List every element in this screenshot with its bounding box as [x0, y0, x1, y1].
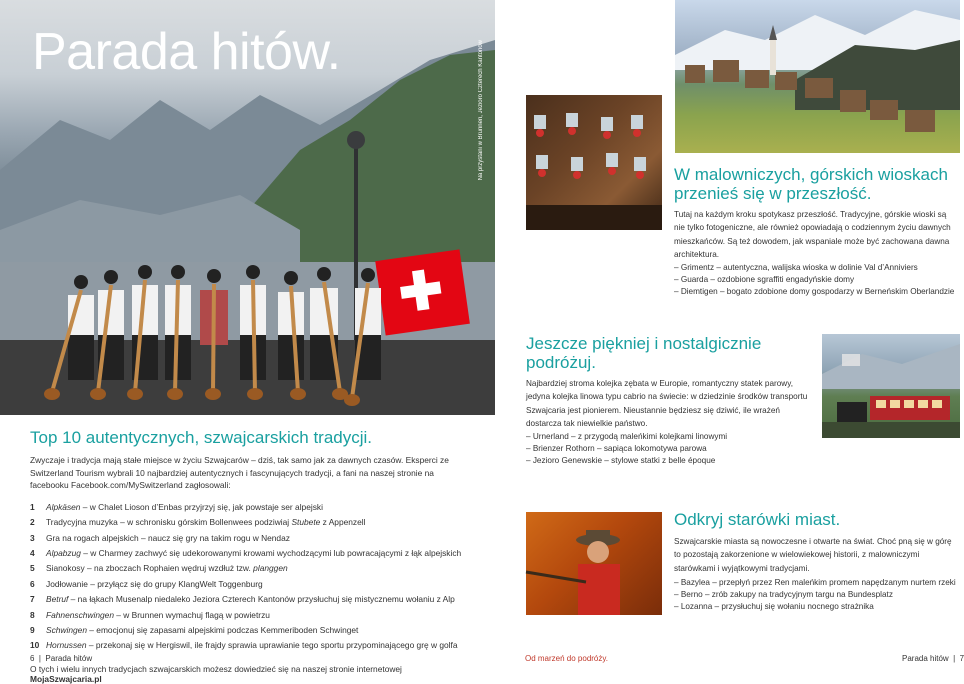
item-description: – w Charmey zachwyć się udekorowanymi krowami wychodzącymi lub powracającymi z łąk alpejskich [80, 548, 462, 559]
tradition-item [30, 515, 470, 530]
tagline-footer: Od marzeń do podróży. [525, 654, 609, 663]
section1-body: Tutaj na każdym kroku spotykasz przeszłość. Tradycyjne, górskie wioski są nie tylko fotogeniczne, ale również opowiadają o codziennym życiu dawnych mieszkańców. Są też dowodem, jak wspaniale może być zachowana dawna architektura. [674, 210, 951, 260]
item-description: Jodłowanie – przyłącz się do grupy KlangWelt Toggenburg [46, 578, 263, 589]
wooden-houses-photo [526, 95, 662, 230]
traditions-list [30, 500, 470, 654]
right-page [495, 0, 964, 677]
tradition-item [30, 592, 470, 607]
hornussen-player-photo [526, 512, 662, 615]
item-number: 9 [30, 625, 35, 636]
cog-railway-photo [822, 334, 960, 438]
list-item: – Grimentz – autentyczna, walijska wioska w dolinie Val d’Anniviers [674, 263, 918, 272]
item-description: – na łąkach Musenalp niedaleko Jeziora Czterech Kantonów przysłuchuj się mistycznemu wołaniu z Alp [68, 594, 455, 605]
train-illustration [822, 334, 960, 438]
section3-body: Szwajcarskie miasta są nowoczesne i otwarte na świat. Choć pną się w górę to pozostają zakorzenione w wielowiekowej historii, z malowniczymi starówkami i wyjątkowymi tradycjami. [674, 537, 952, 573]
item-emphasis: planggen [253, 563, 288, 574]
closing-paragraph [30, 664, 470, 684]
item-description: – przekonaj się w Hergiswil, ile frajdy sprawia uprawianie tego sportu przypominającego grę w golfa [86, 640, 458, 651]
page-footer-right: Parada hitów | 7 [902, 654, 964, 663]
tradition-item [30, 577, 470, 592]
item-number: 3 [30, 532, 35, 543]
item-text [46, 546, 461, 561]
tradition-item [30, 546, 470, 561]
item-emphasis: Alpabzug [46, 548, 81, 559]
item-text [46, 515, 366, 530]
item-emphasis: Betruf [46, 594, 69, 605]
section3-title: Odkryj starówki miast. [674, 510, 841, 529]
page-title: Parada hitów. [32, 23, 341, 81]
item-description: – w Chalet Lioson d’Enbas przyjrzyj się, jak powstaje ser alpejski [80, 501, 323, 512]
item-number: 4 [30, 548, 35, 559]
list-item: – Urnerland – z przygodą maleńkimi kolejkami linowymi [526, 432, 728, 441]
mountain-village-photo [675, 0, 960, 153]
section3-list [674, 577, 956, 613]
item-description: Sianokosy – na zboczach Rophaien wędruj wzdłuż tzw. [46, 563, 254, 574]
section2-title: Jeszcze piękniej i nostalgicznie podróżuj. [526, 334, 762, 372]
item-text [46, 638, 458, 653]
item-text [46, 592, 455, 607]
section2-list [526, 431, 727, 467]
item-description: – emocjonuj się zapasami alpejskimi podczas Kemmeriboden Schwinget [86, 625, 359, 636]
item-number: 10 [30, 640, 40, 651]
item-emphasis: Alpkäsen [46, 501, 81, 512]
list-item: – Lozanna – przysłuchuj się wołaniu nocnego strażnika [674, 602, 874, 611]
tradition-item [30, 500, 470, 515]
item-number: 2 [30, 517, 35, 528]
hero-photo [0, 0, 495, 415]
website-link[interactable]: MojaSzwajcaria.pl [30, 673, 102, 684]
item-text [46, 623, 358, 638]
section1-list [674, 262, 954, 298]
item-emphasis: Stubete [291, 517, 321, 528]
houses-illustration [526, 95, 662, 230]
item-description: – w Brunnen wymachuj flagą w powietrzu [113, 609, 270, 620]
section2-body: Najbardziej stroma kolejka zębata w Europie, romantyczny statek parowy, jedyna kolejka linowa typu cabrio na świecie: w dziedzinie środków transportu Szwajcaria jest pionierem. Nieustannie będziesz się dziwić, ile wrażeń dostarcza tak niewielkie państwo. [526, 379, 808, 429]
village-illustration [675, 0, 960, 153]
tradition-item [30, 638, 470, 653]
photo-caption: Na przystani w Brunnen, Jezioro Czterech Kantonów [478, 40, 484, 181]
item-text [46, 561, 288, 576]
page-footer-left: 6 | Parada hitów [30, 654, 93, 663]
item-description: Gra na rogach alpejskich – naucz się gry na takim rogu w Nendaz [46, 532, 290, 543]
list-item: – Jezioro Genewskie – stylowe statki z belle époque [526, 456, 716, 465]
list-item: – Diemtigen – bogato zdobione domy gospodarzy w Berneńskim Oberlandzie [674, 287, 955, 296]
list-item: – Brienzer Rothorn – sapiąca lokomotywa parowa [526, 444, 707, 453]
top10-section [30, 428, 470, 684]
item-emphasis: Schwingen [46, 625, 87, 636]
tradition-item [30, 531, 470, 546]
item-number: 5 [30, 563, 35, 574]
item-text [46, 608, 270, 623]
tradition-item [30, 608, 470, 623]
item-emphasis: Fahnenschwingen [46, 609, 114, 620]
section-title: Top 10 autentycznych, szwajcarskich tradycji. [30, 428, 373, 447]
item-number: 1 [30, 501, 35, 512]
item-number: 6 [30, 578, 35, 589]
closing-text: O tych i wielu innych tradycjach szwajcarskich możesz dowiedzieć się na naszej stronie internetowej [30, 663, 402, 674]
item-description: Tradycyjna muzyka – w schronisku górskim Bollenwees podziwiaj [46, 517, 292, 528]
item-text [46, 577, 263, 592]
section-intro: Zwyczaje i tradycja mają stałe miejsce w życiu Szwajcarów – dziś, tak samo jak za dawnych czasów. Eksperci ze Switzerland Tourism wybrali 10 najbardziej autentycznych i fascynujących tradycji, a fani na naszej stronie na facebooku Facebook.com/MySwitzerland zagłosowali: [30, 455, 449, 491]
list-item: – Bazylea – przepłyń przez Ren maleńkim promem napędzanym nurtem rzeki [674, 578, 956, 587]
man-illustration [526, 512, 662, 615]
tradition-item [30, 561, 470, 576]
item-text [46, 531, 290, 546]
tradition-item [30, 623, 470, 638]
section1-title: W malowniczych, górskich wioskach przenieś się w przeszłość. [674, 165, 948, 203]
list-item: – Berno – zrób zakupy na tradycyjnym targu na Bundesplatz [674, 590, 893, 599]
item-description: z Appenzell [320, 517, 366, 528]
item-number: 8 [30, 609, 35, 620]
list-item: – Guarda – ozdobione sgraffiti engadyńskie domy [674, 275, 855, 284]
item-text [46, 500, 323, 515]
item-emphasis: Hornussen [46, 640, 87, 651]
item-number: 7 [30, 594, 35, 605]
